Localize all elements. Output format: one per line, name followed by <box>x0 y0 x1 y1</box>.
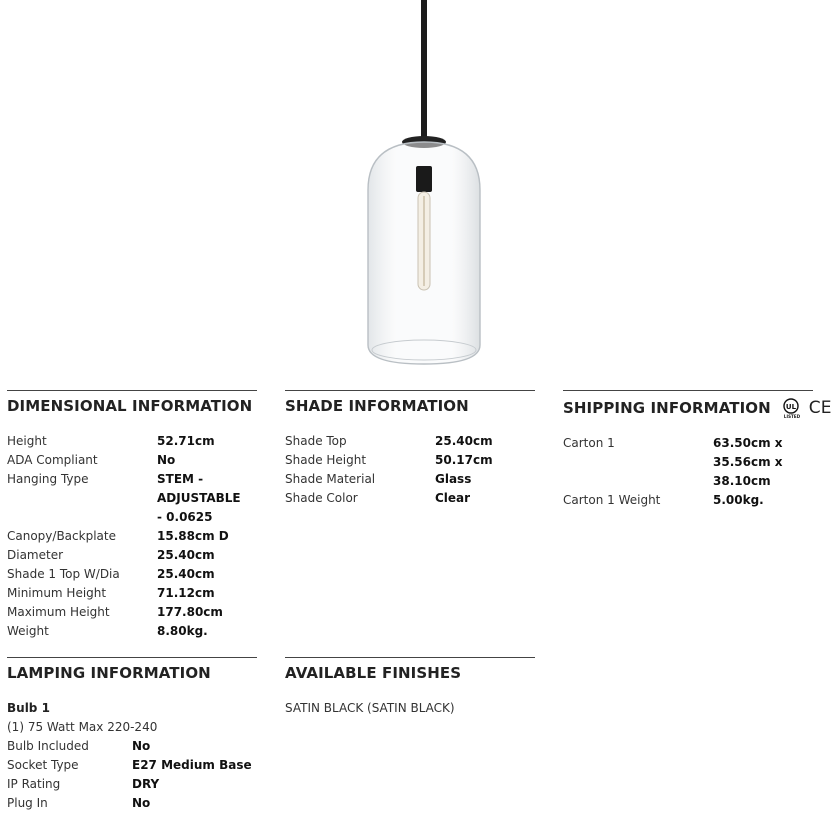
spec-value: 63.50cm x 35.56cm x 38.10cm <box>713 436 783 488</box>
shade-section <box>285 390 535 508</box>
dimensional-title: DIMENSIONAL INFORMATION <box>7 397 253 415</box>
spec-row <box>563 434 833 491</box>
spec-label: Shade Material <box>285 472 376 486</box>
bulb-description: (1) 75 Watt Max 220-240 <box>7 720 158 734</box>
spec-label: Socket Type <box>7 758 79 772</box>
spec-label: Shade 1 Top W/Dia <box>7 567 120 581</box>
section-divider <box>7 657 257 658</box>
spec-label: Carton 1 Weight <box>563 493 661 507</box>
spec-row <box>563 491 833 510</box>
spec-label: Canopy/Backplate <box>7 529 116 543</box>
shade-title: SHADE INFORMATION <box>285 397 469 415</box>
shipping-title <box>563 397 833 419</box>
spec-row <box>7 756 257 775</box>
spec-value: No <box>132 739 151 753</box>
spec-row <box>7 775 257 794</box>
spec-value: Glass <box>435 472 472 486</box>
spec-label: Maximum Height <box>7 605 110 619</box>
spec-row <box>285 470 535 489</box>
spec-value: Clear <box>435 491 471 505</box>
dimensional-spec-list <box>7 432 257 641</box>
spec-value: 52.71cm <box>157 434 215 448</box>
spec-row <box>285 451 535 470</box>
spec-row <box>7 470 257 527</box>
spec-label: Height <box>7 434 47 448</box>
spec-label: Bulb Included <box>7 739 89 753</box>
spec-row <box>7 584 257 603</box>
spec-row <box>7 432 257 451</box>
lamping-spec-list <box>7 737 257 813</box>
spec-value: E27 Medium Base <box>132 758 252 772</box>
section-divider <box>563 390 813 391</box>
spec-row <box>7 622 257 641</box>
spec-label: Hanging Type <box>7 472 89 486</box>
spec-row <box>7 451 257 470</box>
spec-value: 25.40cm <box>435 434 493 448</box>
finish-item: SATIN BLACK (SATIN BLACK) <box>285 701 455 715</box>
shipping-section <box>563 390 833 510</box>
ul-listed-icon <box>779 397 805 419</box>
spec-label: Weight <box>7 624 49 638</box>
shipping-spec-list <box>563 434 833 510</box>
spec-value: 25.40cm <box>157 548 215 562</box>
listed-mark-text: LISTED <box>783 414 800 419</box>
bulb-title: Bulb 1 <box>7 701 50 715</box>
spec-label: Carton 1 <box>563 436 615 450</box>
section-divider <box>285 390 535 391</box>
section-divider <box>7 390 257 391</box>
section-divider <box>285 657 535 658</box>
spec-value: DRY <box>132 777 160 791</box>
spec-value: 5.00kg. <box>713 493 764 507</box>
spec-value: 71.12cm <box>157 586 215 600</box>
pendant-light-illustration <box>360 0 490 370</box>
spec-label: Minimum Height <box>7 586 107 600</box>
spec-value: STEM - ADJUSTABLE - 0.0625 <box>157 472 241 524</box>
ul-mark-text: UL <box>785 403 796 411</box>
spec-row <box>7 737 257 756</box>
spec-value: 25.40cm <box>157 567 215 581</box>
spec-row <box>7 546 257 565</box>
spec-value: 177.80cm <box>157 605 223 619</box>
spec-label: Plug In <box>7 796 48 810</box>
finishes-section <box>285 657 535 718</box>
spec-row <box>7 527 257 546</box>
spec-label: Shade Height <box>285 453 367 467</box>
spec-label: ADA Compliant <box>7 453 98 467</box>
spec-value: No <box>157 453 176 467</box>
spec-value: No <box>132 796 151 810</box>
spec-value: 15.88cm D <box>157 529 229 543</box>
lamping-section <box>7 657 257 813</box>
dimensional-section <box>7 390 257 641</box>
spec-row <box>7 565 257 584</box>
finishes-title: AVAILABLE FINISHES <box>285 664 462 682</box>
spec-label: Shade Color <box>285 491 358 505</box>
spec-row <box>7 794 257 813</box>
spec-row <box>7 603 257 622</box>
spec-value: 50.17cm <box>435 453 493 467</box>
shade-spec-list <box>285 432 535 508</box>
spec-value: 8.80kg. <box>157 624 208 638</box>
lamping-title: LAMPING INFORMATION <box>7 664 211 682</box>
product-image <box>360 0 490 370</box>
finishes-list <box>285 699 535 718</box>
spec-label: Diameter <box>7 548 64 562</box>
spec-row <box>285 432 535 451</box>
shipping-title-text: SHIPPING INFORMATION <box>563 399 771 417</box>
certification-marks <box>779 397 832 419</box>
spec-label: IP Rating <box>7 777 61 791</box>
ce-mark-icon: CE <box>808 398 832 418</box>
spec-label: Shade Top <box>285 434 347 448</box>
spec-row <box>285 489 535 508</box>
